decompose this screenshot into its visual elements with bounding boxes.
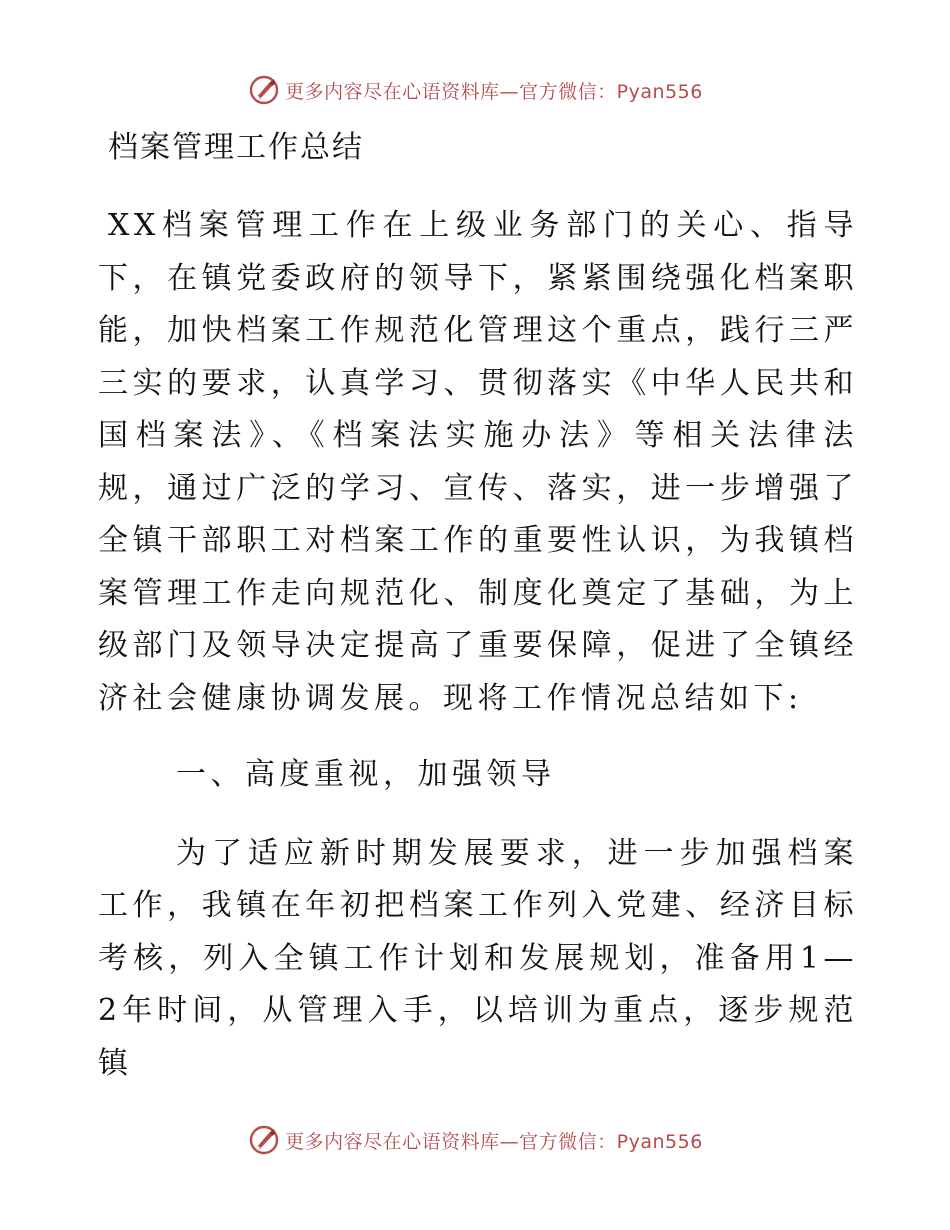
intro-paragraph: XX档案管理工作在上级业务部门的关心、指导下，在镇党委政府的领导下，紧紧围绕强化档案职能，加快档案工作规范化管理这个重点，践行三严三实的要求，认真学习、贯彻落实《中华人民共和国档案法》、《档案法实施办法》等相关法律法规，通过广泛的学习、宣传、落实，进一步增强了全镇干部职工对档案工作的重要性认识，为我镇档案管理工作走向规范化、制度化奠定了基础，为上级部门及领导决定提高了重要保障，促进了全镇经济社会健康协调发展。现将工作情况总结如下:	[98, 208, 858, 716]
footer-watermark	[0, 1120, 950, 1160]
pen-nib-circle-logo-icon	[247, 1123, 281, 1157]
document-title: 档案管理工作总结	[108, 130, 364, 165]
document-body	[98, 122, 858, 1090]
section-1-paragraph: 为了适应新时期发展要求，进一步加强档案工作，我镇在年初把档案工作列入党建、经济目标考核，列入全镇工作计划和发展规划，准备用1—2年时间，从管理入手，以培训为重点，逐步规范镇	[98, 835, 858, 1081]
watermark-text: 更多内容尽在心语资料库—官方微信：Pyan556	[285, 80, 703, 103]
header-watermark	[0, 70, 950, 110]
section-heading-1: 一、高度重视，加强领导	[176, 757, 556, 792]
pen-nib-circle-logo-icon	[247, 73, 281, 107]
watermark-text: 更多内容尽在心语资料库—官方微信：Pyan556	[285, 1130, 703, 1153]
